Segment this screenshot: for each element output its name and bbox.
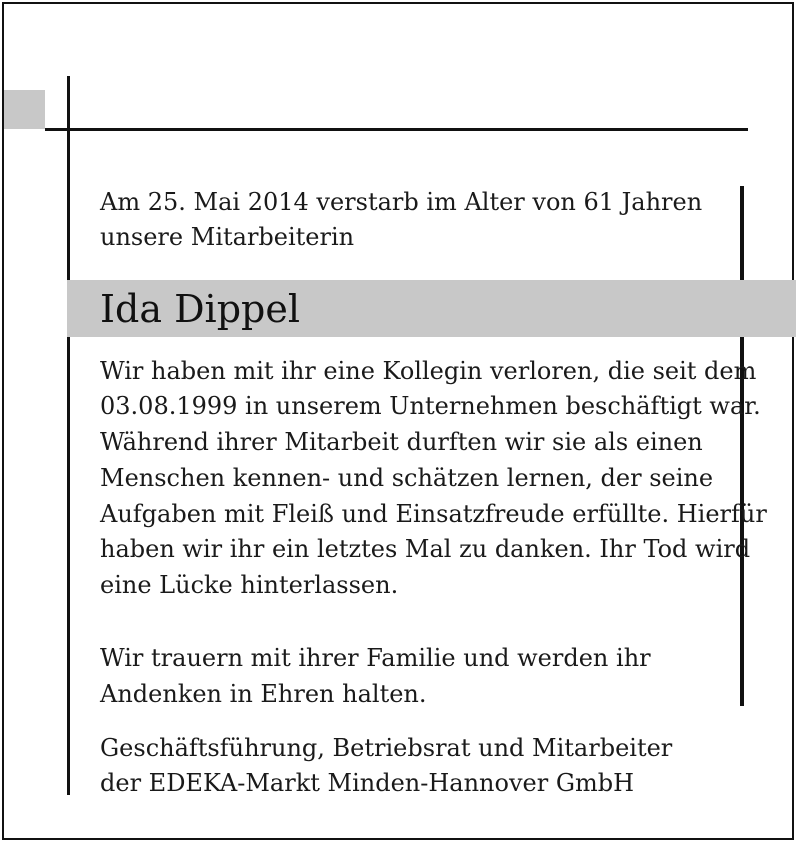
body-line-4: Menschen kennen- und schätzen lernen, der seine xyxy=(100,464,714,492)
intro-line-2: unsere Mitarbeiterin xyxy=(100,223,355,251)
body-line-7: eine Lücke hinterlassen. xyxy=(100,571,399,599)
horizontal-rule xyxy=(45,128,748,131)
mourning-line-2: Andenken in Ehren halten. xyxy=(100,680,427,708)
body-line-6: haben wir ihr ein letztes Mal zu danken. Ihr Tod wird xyxy=(100,535,751,563)
body-line-5: Aufgaben mit Fleiß und Einsatzfreude erfüllte. Hierfür xyxy=(100,500,767,528)
signature-line-2: der EDEKA-Markt Minden-Hannover GmbH xyxy=(100,769,635,797)
mourning-line-1: Wir trauern mit ihrer Familie und werden ihr xyxy=(100,644,651,672)
body-line-2: 03.08.1999 in unserem Unternehmen beschäftigt war. xyxy=(100,392,761,420)
deceased-name: Ida Dippel xyxy=(100,287,300,331)
right-vertical-rule xyxy=(740,186,744,706)
body-line-3: Während ihrer Mitarbeit durften wir sie als einen xyxy=(100,428,703,456)
body-line-1: Wir haben mit ihr eine Kollegin verloren, die seit dem xyxy=(100,357,757,385)
left-vertical-rule xyxy=(67,76,70,795)
signature-line-1: Geschäftsführung, Betriebsrat und Mitarbeiter xyxy=(100,734,673,762)
decorative-gray-square xyxy=(4,90,45,129)
intro-line-1: Am 25. Mai 2014 verstarb im Alter von 61 Jahren xyxy=(100,188,703,216)
